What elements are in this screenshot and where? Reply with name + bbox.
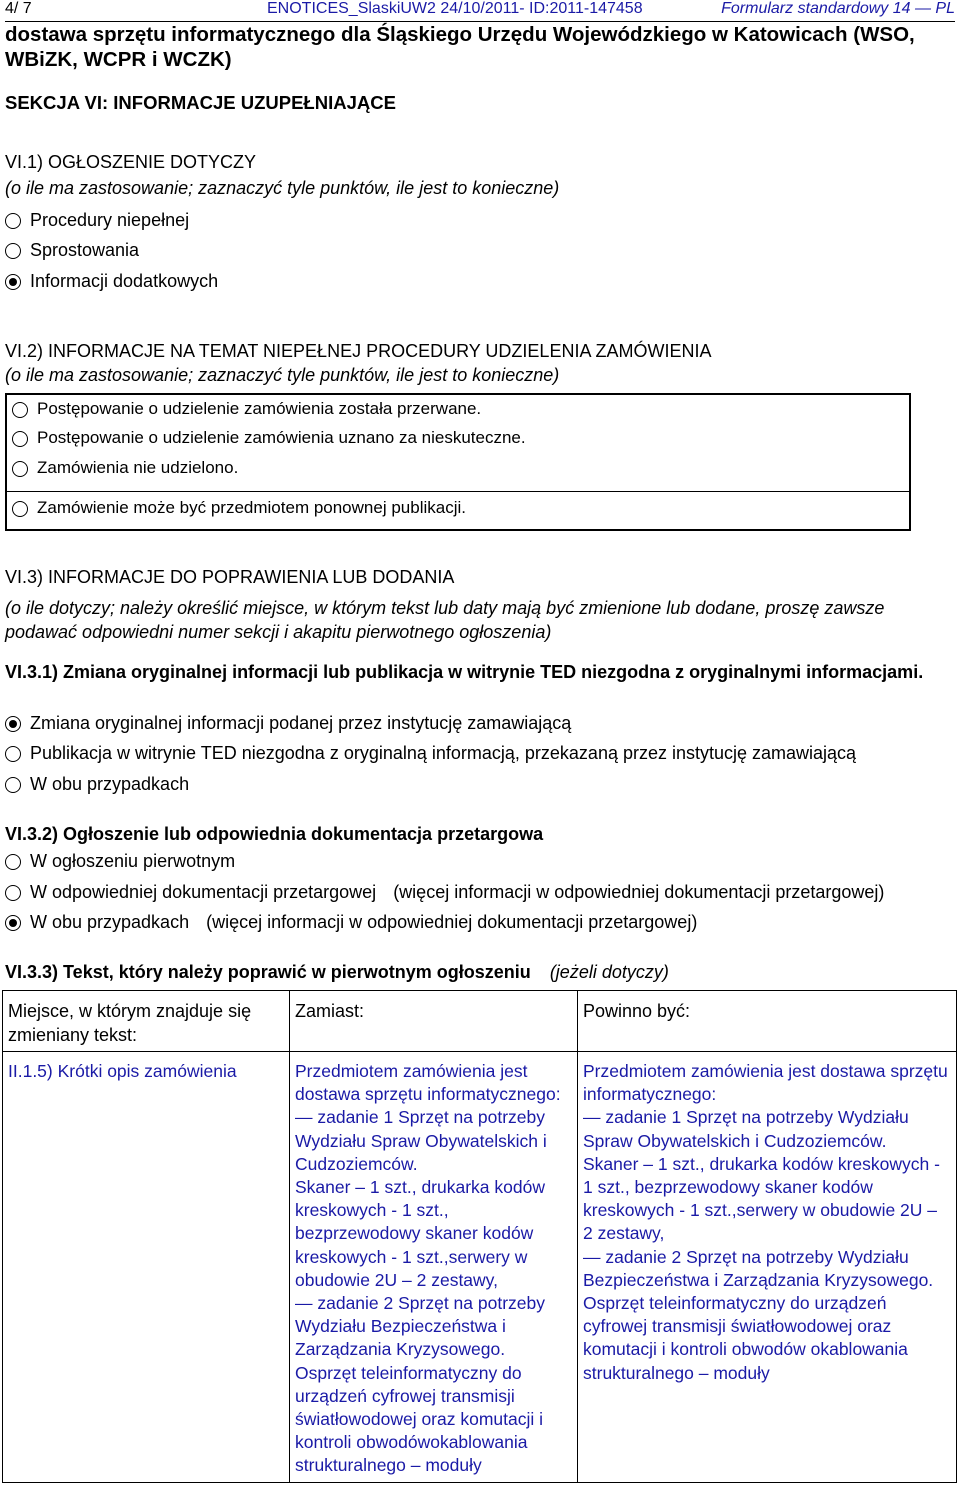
option-label: Postępowanie o udzielenie zamówienia została przerwane. (37, 399, 482, 418)
form-name: Formularz standardowy 14 — PL (721, 0, 955, 17)
vi2-option[interactable] (12, 399, 481, 419)
vi33-note: (jeżeli dotyczy) (549, 962, 669, 982)
column-header-should-be: Powinno być: (578, 991, 957, 1052)
cell-instead (290, 1052, 578, 1483)
paragraph: — zadanie 1 Sprzęt na potrzeby Wydziału Spraw Obywatelskich i Cudzoziemców. (583, 1107, 909, 1151)
vi2-option[interactable] (12, 458, 238, 478)
page-number: 4/ 7 (5, 0, 32, 17)
option-label: W obu przypadkach (30, 912, 190, 932)
vi32-option[interactable] (5, 882, 884, 903)
column-header-instead: Zamiast: (290, 991, 578, 1052)
option-label: Informacji dodatkowych (30, 271, 219, 291)
option-label: Sprostowania (30, 240, 140, 260)
paragraph: Przedmiotem zamówienia jest dostawa sprzętu informatycznego: (583, 1061, 948, 1105)
vi3-note: (o ile dotyczy; należy określić miejsce, w którym tekst lub daty mają być zmienione lub dodane, proszę zawsze podawać odpowiedni numer sekcji i akapitu pierwotnego ogłoszenia) (5, 598, 885, 642)
vi31-heading: VI.3.1) Zmiana oryginalnej informacji lub publikacja w witrynie TED niezgodna z oryginalnymi informacjami. (5, 662, 924, 682)
section-title: SEKCJA VI: INFORMACJE UZUPEŁNIAJĄCE (5, 92, 396, 113)
paragraph: — zadanie 2 Sprzęt na potrzeby Wydziału Bezpieczeństwa i Zarządzania Kryzysowego. (295, 1293, 546, 1360)
radio-button-selected[interactable] (5, 274, 21, 290)
page-header (5, 0, 955, 22)
radio-button[interactable] (12, 402, 28, 418)
radio-button[interactable] (12, 461, 28, 477)
radio-button[interactable] (5, 777, 21, 793)
table-row (3, 1052, 957, 1483)
vi31-option[interactable] (5, 743, 856, 764)
vi3-heading: VI.3) INFORMACJE DO POPRAWIENIA LUB DODANIA (5, 567, 455, 587)
option-label: Publikacja w witrynie TED niezgodna z oryginalną informacją, przekazaną przez instytucję zamawiającą (30, 743, 857, 763)
column-header-location: Miejsce, w którym znajduje się zmieniany tekst: (3, 991, 290, 1052)
option-note: (więcej informacji w odpowiedniej dokumentacji przetargowej) (393, 882, 885, 902)
vi33-heading (5, 961, 669, 983)
vi31-option[interactable] (5, 774, 189, 795)
paragraph: Przedmiotem zamówienia jest dostawa sprzętu informatycznego: (295, 1061, 561, 1105)
vi32-heading: VI.3.2) Ogłoszenie lub odpowiednia dokumentacja przetargowa (5, 824, 544, 844)
option-label: W ogłoszeniu pierwotnym (30, 851, 236, 871)
vi31-option[interactable] (5, 713, 571, 734)
radio-button[interactable] (5, 854, 21, 870)
vi2-option[interactable] (12, 428, 526, 448)
vi1-option[interactable] (5, 240, 139, 261)
radio-button-selected[interactable] (5, 716, 21, 732)
radio-button[interactable] (5, 885, 21, 901)
paragraph: — zadanie 1 Sprzęt na potrzeby Wydziału Spraw Obywatelskich i Cudzoziemców. (295, 1107, 547, 1174)
vi1-option[interactable] (5, 210, 189, 231)
option-label: Zamówienie może być przedmiotem ponownej publikacji. (37, 498, 466, 517)
radio-button[interactable] (5, 213, 21, 229)
table-header-row (3, 991, 957, 1052)
option-label: W obu przypadkach (30, 774, 190, 794)
paragraph: Skaner – 1 szt., drukarka kodów kreskowych - 1 szt., bezprzewodowy skaner kodów kreskowych - 1 szt.,serwery w obudowie 2U – 2 zestawy, (583, 1153, 940, 1244)
document-title: dostawa sprzętu informatycznego dla Śląskiego Urzędu Wojewódzkiego w Katowicach (WSO, WBiZK, WCPR i WCZK) (5, 23, 915, 71)
paragraph: Osprzęt teleinformatyczny do urządzeń cyfrowej transmisji światłowodowej oraz komutacji i kontroli obwodówokablowania strukturalnego – moduły (295, 1362, 544, 1476)
vi1-note: (o ile ma zastosowanie; zaznaczyć tyle punktów, ile jest to konieczne) (5, 178, 560, 198)
cell-should-be (578, 1052, 957, 1483)
radio-button[interactable] (12, 431, 28, 447)
radio-button-selected[interactable] (5, 915, 21, 931)
radio-button[interactable] (5, 243, 21, 259)
radio-button[interactable] (5, 746, 21, 762)
option-label: W odpowiedniej dokumentacji przetargowej (30, 882, 377, 902)
option-note: (więcej informacji w odpowiedniej dokumentacji przetargowej) (206, 912, 698, 932)
vi33-heading-text: VI.3.3) Tekst, który należy poprawić w pierwotnym ogłoszeniu (5, 962, 531, 982)
paragraph: — zadanie 2 Sprzęt na potrzeby Wydziału Bezpieczeństwa i Zarządzania Kryzysowego. (583, 1246, 934, 1290)
radio-button[interactable] (12, 501, 28, 517)
cell-location: II.1.5) Krótki opis zamówienia (3, 1052, 290, 1483)
vi2-note: (o ile ma zastosowanie; zaznaczyć tyle punktów, ile jest to konieczne) (5, 365, 560, 385)
option-label: Zamówienia nie udzielono. (37, 458, 239, 477)
vi1-heading: VI.1) OGŁOSZENIE DOTYCZY (5, 152, 257, 172)
paragraph: Skaner – 1 szt., drukarka kodów kreskowych - 1 szt., bezprzewodowy skaner kodów kreskowych - 1 szt.,serwery w obudowie 2U – 2 zestawy, (295, 1177, 545, 1290)
vi32-option[interactable] (5, 851, 235, 872)
correction-table (2, 990, 957, 1483)
box-divider (7, 491, 909, 492)
option-label: Procedury niepełnej (30, 210, 190, 230)
vi2-option[interactable] (12, 498, 466, 518)
option-label: Zmiana oryginalnej informacji podanej przez instytucję zamawiającą (30, 713, 572, 733)
paragraph: Osprzęt teleinformatyczny do urządzeń cyfrowej transmisji światłowodowej oraz komutacji i kontroli obwodów okablowania strukturalnego – moduły (583, 1293, 908, 1383)
option-label: Postępowanie o udzielenie zamówienia uznano za nieskuteczne. (37, 428, 526, 447)
vi32-option[interactable] (5, 912, 697, 933)
vi1-option[interactable] (5, 271, 218, 292)
notice-reference: ENOTICES_SlaskiUW2 24/10/2011- ID:2011-147458 (267, 0, 643, 17)
vi2-heading: VI.2) INFORMACJE NA TEMAT NIEPEŁNEJ PROCEDURY UDZIELENIA ZAMÓWIENIA (5, 341, 712, 361)
